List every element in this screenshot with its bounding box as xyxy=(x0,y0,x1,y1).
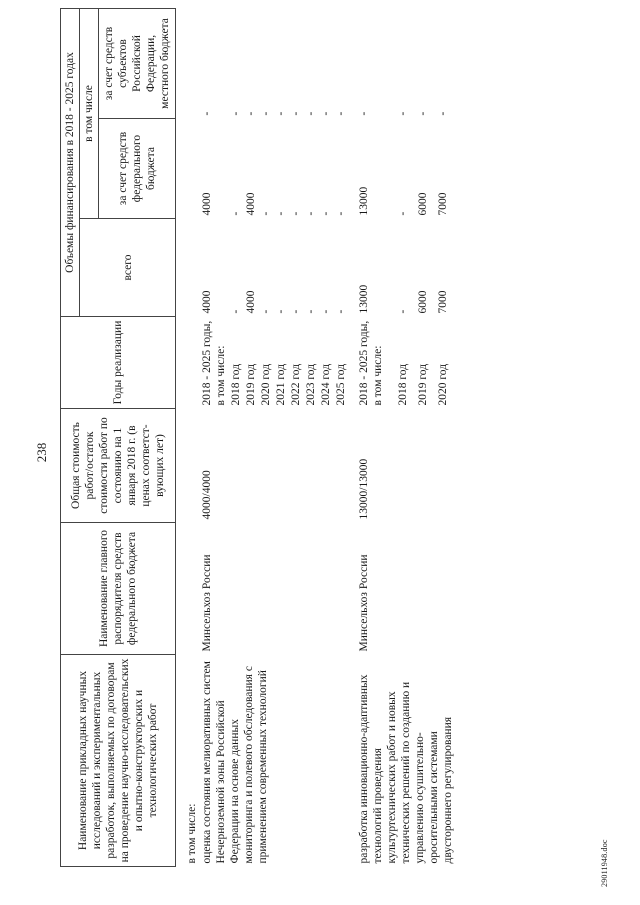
cell-federal: - xyxy=(290,211,302,216)
cell-federal: 13000 xyxy=(358,186,370,216)
cell-year: 2019 год xyxy=(245,363,257,406)
cell-federal: - xyxy=(275,211,287,216)
header-regional: за счет средств субъектов Российской Федерации, местного бюджета xyxy=(99,8,176,118)
document-code: 29011948.doc xyxy=(600,839,609,887)
cell-federal: - xyxy=(260,211,272,216)
header-name: Наименование прикладных научных исследований и экспериментальных разработок, выполняемых по договорам на проведение научно-исследовательских и опытно-конструкторских и технологических работ xyxy=(61,655,176,867)
cell-regional: - xyxy=(436,111,449,116)
cell-year: 2024 год xyxy=(320,363,332,406)
cell-total: - xyxy=(396,309,409,314)
cell-federal: - xyxy=(320,211,332,216)
cell-regional: - xyxy=(320,111,332,116)
cell-federal: 4000 xyxy=(245,192,257,216)
cell-year: 2023 год xyxy=(305,363,317,406)
cell-name: в том числе: xyxy=(186,803,198,864)
cell-year: 2021 год xyxy=(275,363,287,406)
cell-name: оценка состояния мелиоративных систем Нечерноземной зоны Российской Федерации на основе данных мониторинга и полевого обследования с применением современных технологий xyxy=(201,661,269,864)
cell-federal xyxy=(184,119,199,219)
cell-manager xyxy=(184,523,199,655)
cell-total: - xyxy=(260,309,272,314)
cell-regional: - xyxy=(416,111,429,116)
header-manager: Наименование главного распорядителя средств федерального бюджета xyxy=(61,523,176,655)
cell-regional: - xyxy=(290,111,302,116)
cell-regional: - xyxy=(201,111,213,116)
cell-regional: - xyxy=(335,111,347,116)
cell-regional xyxy=(184,8,199,118)
header-total: всего xyxy=(80,219,176,317)
cell-name: разработка инновационно-адаптивных технологий проведения культуртехнических работ и новых технических решений по созданию и управлению осушительно-оросительными системами двустороннего регулирования xyxy=(358,674,454,864)
cell-manager: Минсельхоз России xyxy=(358,554,370,652)
cell-total xyxy=(184,219,199,317)
header-years: Годы реализации xyxy=(61,317,176,409)
cell-total: - xyxy=(320,309,332,314)
cell-year: 2018 год xyxy=(396,363,409,406)
cell-federal: 4000 xyxy=(201,192,213,216)
cell-manager: Минсельхоз России xyxy=(201,554,213,652)
cell-federal: - xyxy=(230,211,242,216)
header-federal: за счет средств федерального бюджета xyxy=(99,119,176,219)
cell-federal: - xyxy=(305,211,317,216)
cell-year xyxy=(184,317,199,409)
header-funding: Объемы финансирования в 2018 - 2025 годах xyxy=(61,8,80,316)
cell-regional: - xyxy=(260,111,272,116)
cell-total: - xyxy=(335,309,347,314)
funding-table xyxy=(60,8,455,867)
cell-total: 13000 xyxy=(358,284,370,314)
cell-total: - xyxy=(275,309,287,314)
header-cost: Общая стоимость работ/остаток стоимости работ по состоянию на 1 января 2018 г. (в ценах соответст-вующих лет) xyxy=(61,409,176,523)
cell-regional: - xyxy=(275,111,287,116)
cell-cost: 13000/13000 xyxy=(358,458,370,520)
cell-total: - xyxy=(305,309,317,314)
cell-year: 2020 год xyxy=(260,363,272,406)
cell-federal: 6000 xyxy=(416,192,429,216)
cell-cost: 4000/4000 xyxy=(201,470,213,520)
cell-year: 2025 год xyxy=(335,363,347,406)
header-including: в том числе xyxy=(80,8,99,218)
table-row xyxy=(199,8,228,866)
cell-year: 2018 - 2025 годы, в том числе: xyxy=(201,320,227,406)
cell-regional: - xyxy=(358,111,370,116)
cell-regional: - xyxy=(245,111,257,116)
page-number: 238 xyxy=(34,442,49,463)
cell-regional: - xyxy=(396,111,409,116)
cell-federal: - xyxy=(335,211,347,216)
cell-year: 2020 год xyxy=(436,363,449,406)
cell-total: 7000 xyxy=(436,290,449,314)
cell-total: - xyxy=(290,309,302,314)
cell-federal: 7000 xyxy=(436,192,449,216)
cell-year: 2018 - 2025 годы, в том числе: xyxy=(358,320,384,406)
cell-federal: - xyxy=(396,211,409,216)
table-row xyxy=(356,8,395,866)
table-row xyxy=(184,8,199,866)
cell-total: - xyxy=(230,309,242,314)
cell-year: 2018 год xyxy=(230,363,242,406)
cell-cost xyxy=(184,409,199,523)
cell-total: 4000 xyxy=(201,290,213,314)
cell-year: 2019 год xyxy=(416,363,429,406)
cell-regional: - xyxy=(305,111,317,116)
cell-year: 2022 год xyxy=(290,363,302,406)
cell-total: 6000 xyxy=(416,290,429,314)
cell-regional: - xyxy=(230,111,242,116)
cell-total: 4000 xyxy=(245,290,257,314)
